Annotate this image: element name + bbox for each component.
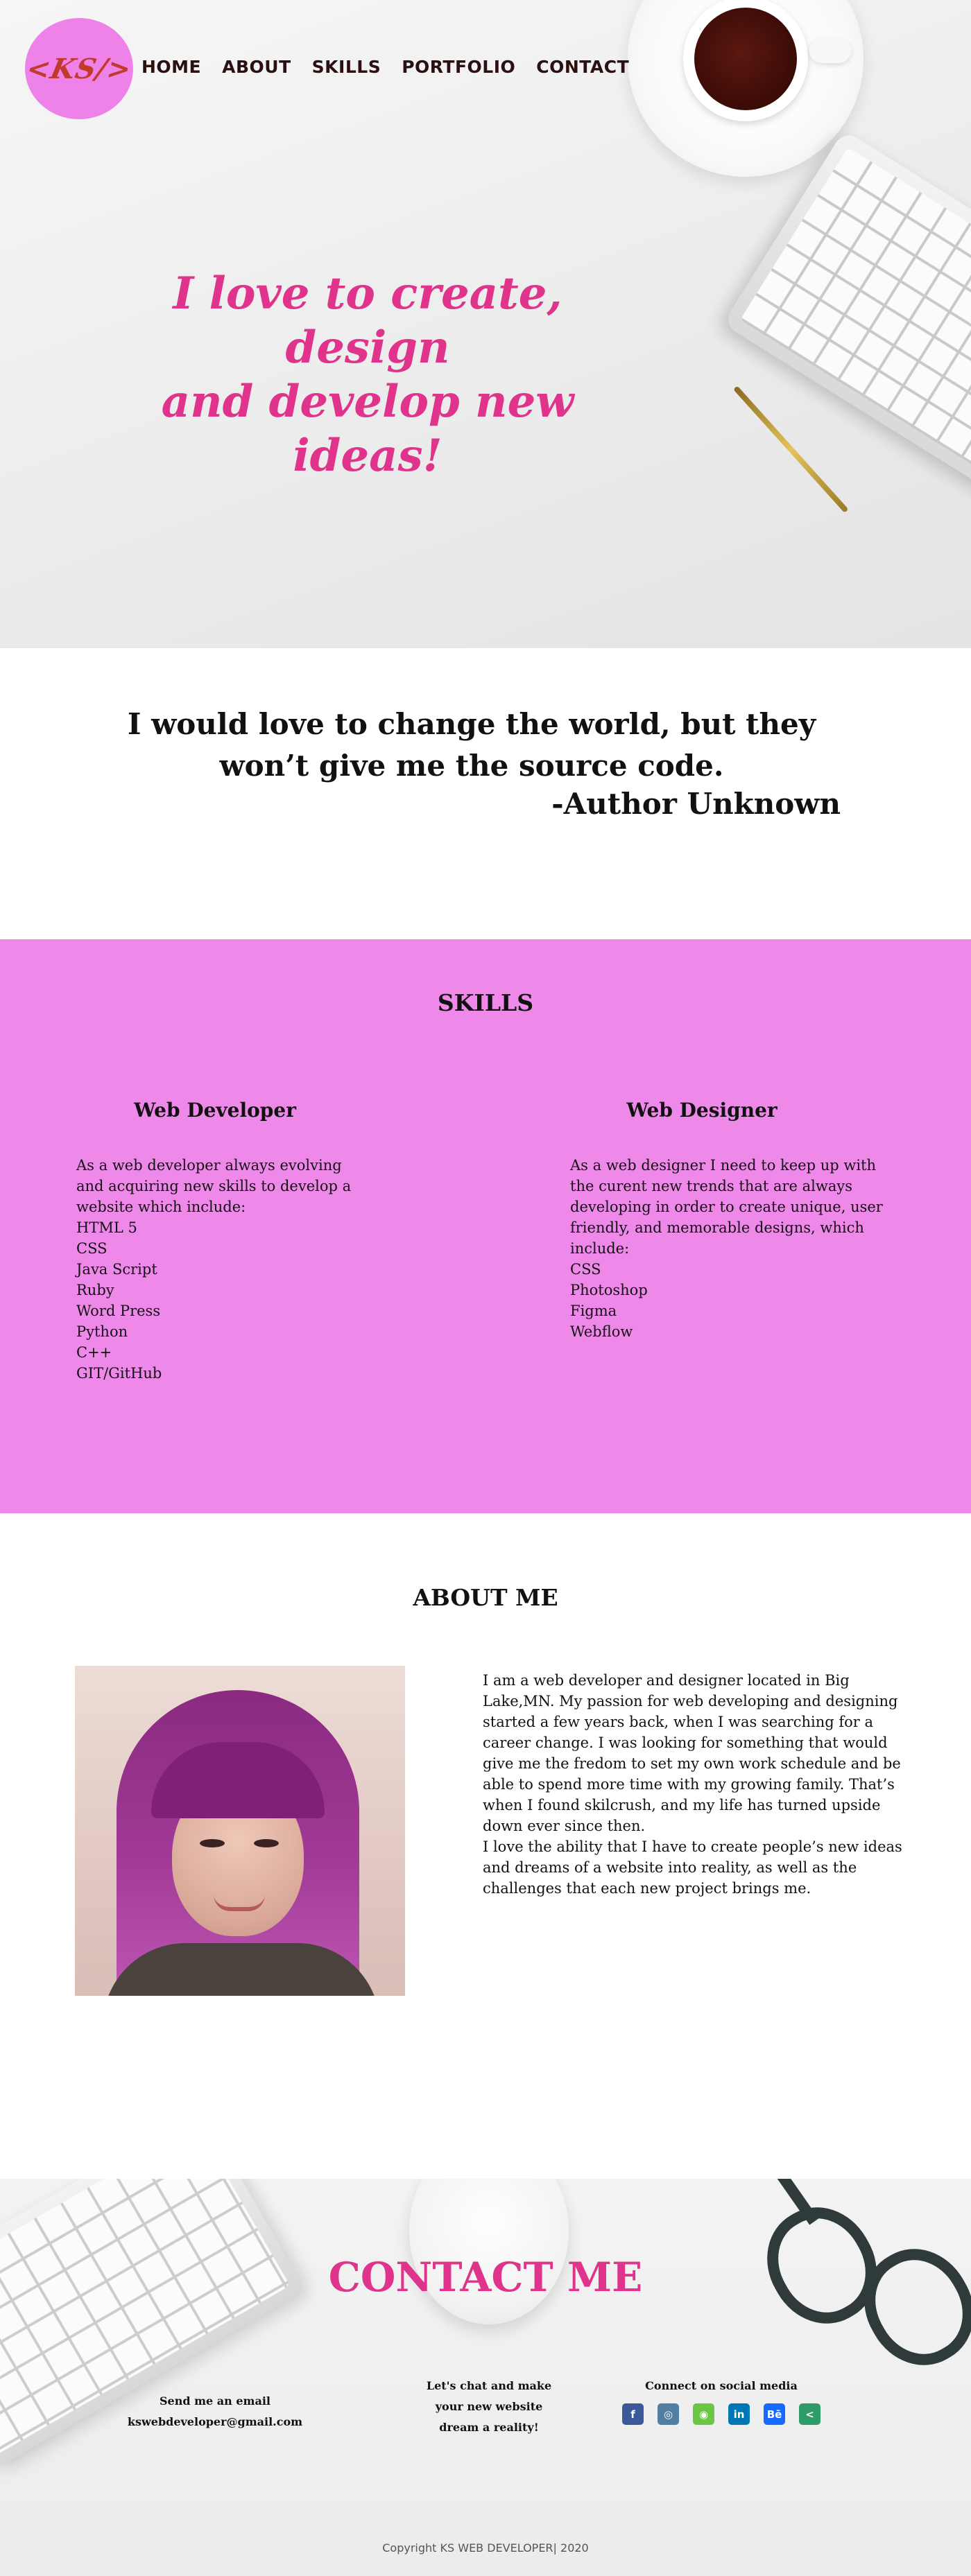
mouse-image bbox=[409, 2179, 569, 2324]
instagram-icon[interactable]: ◎ bbox=[658, 2403, 679, 2425]
list-item: CSS bbox=[76, 1240, 108, 1257]
hero-title bbox=[104, 267, 631, 483]
list-item: Java Script bbox=[76, 1261, 157, 1278]
list-item: Figma bbox=[570, 1303, 617, 1319]
web-designer-title: Web Designer bbox=[626, 1099, 777, 1122]
list-item: CSS bbox=[570, 1261, 601, 1278]
profile-photo bbox=[75, 1666, 405, 1996]
about-paragraph-2: I love the ability that I have to create people’s new ideas and dreams of a website into reality, as well as the challenges that each new project brings me. bbox=[483, 1838, 902, 1897]
list-item: C++ bbox=[76, 1344, 112, 1361]
list-item: Word Press bbox=[76, 1303, 161, 1319]
hero-title-line-2: and develop new ideas! bbox=[161, 376, 574, 482]
quote-line-1: I would love to change the world, but they bbox=[127, 707, 816, 741]
github-icon[interactable]: ◉ bbox=[693, 2403, 714, 2425]
list-item: Photoshop bbox=[570, 1282, 648, 1298]
hero-title-line-1: I love to create, design bbox=[173, 268, 562, 374]
keyboard-image bbox=[723, 130, 971, 514]
social-label: Connect on social media bbox=[645, 2379, 798, 2392]
behance-icon[interactable]: Bē bbox=[764, 2403, 785, 2425]
web-developer-list bbox=[76, 1217, 395, 1384]
web-designer-intro: As a web designer I need to keep up with the curent new trends that are always developing in order to create unique, user friendly, and memorable designs, which include: bbox=[570, 1157, 883, 1257]
coffee-cup-image bbox=[628, 0, 863, 177]
social-block bbox=[617, 2376, 825, 2425]
email-link[interactable]: kswebdeveloper@gmail.com bbox=[127, 2415, 303, 2428]
contact-chat-text: Let's chat and make your new website dream a reality! bbox=[426, 2379, 552, 2434]
nav-portfolio[interactable]: PORTFOLIO bbox=[402, 57, 516, 77]
main-nav bbox=[141, 57, 629, 77]
web-designer-list bbox=[570, 1259, 889, 1342]
facebook-icon[interactable]: f bbox=[622, 2403, 644, 2425]
web-developer-column bbox=[76, 1099, 395, 1384]
quote-section bbox=[0, 648, 971, 939]
linkedin-icon[interactable]: in bbox=[728, 2403, 750, 2425]
contact-title: CONTACT ME bbox=[328, 2254, 643, 2301]
skills-section bbox=[0, 939, 971, 1513]
copyright-text: Copyright KS WEB DEVELOPER| 2020 bbox=[382, 2541, 589, 2555]
about-paragraph-1: I am a web developer and designer located in Big Lake,MN. My passion for web developing and designing started a few years back, when I was searching for a career change. I was looking for something that would give me the fredom to set my own work schedule and be able to spend more time with my growing family. That’s when I found skilcrush, and my life has turned upside down ever since then. bbox=[483, 1672, 901, 1834]
list-item: Ruby bbox=[76, 1282, 114, 1298]
web-developer-intro: As a web developer always evolving and acquiring new skills to develop a website which include: bbox=[76, 1157, 352, 1215]
list-item: GIT/GitHub bbox=[76, 1365, 162, 1382]
skills-heading: SKILLS bbox=[437, 989, 534, 1016]
nav-contact[interactable]: CONTACT bbox=[536, 57, 630, 77]
list-item: HTML 5 bbox=[76, 1219, 137, 1236]
logo[interactable] bbox=[25, 18, 133, 119]
web-designer-column bbox=[570, 1099, 889, 1342]
share-icon[interactable]: < bbox=[799, 2403, 820, 2425]
list-item: Python bbox=[76, 1323, 128, 1340]
social-icons bbox=[617, 2403, 825, 2425]
nav-about[interactable]: ABOUT bbox=[222, 57, 291, 77]
nav-skills[interactable]: SKILLS bbox=[311, 57, 381, 77]
contact-email-block bbox=[125, 2391, 305, 2433]
quote-line-2: won’t give me the source code. bbox=[219, 749, 724, 783]
email-label: Send me an email bbox=[159, 2394, 270, 2408]
pen-image bbox=[733, 385, 849, 513]
web-developer-title: Web Developer bbox=[134, 1099, 296, 1122]
contact-section bbox=[0, 2179, 971, 2576]
about-heading: ABOUT ME bbox=[413, 1584, 558, 1611]
quote-text bbox=[104, 704, 839, 787]
nav-home[interactable]: HOME bbox=[141, 57, 202, 77]
about-text bbox=[483, 1670, 913, 1899]
hero-section bbox=[0, 0, 971, 648]
about-section bbox=[0, 1513, 971, 2179]
logo-text: <KS/> bbox=[23, 52, 135, 85]
list-item: Webflow bbox=[570, 1323, 633, 1340]
quote-author: -Author Unknown bbox=[551, 787, 841, 821]
